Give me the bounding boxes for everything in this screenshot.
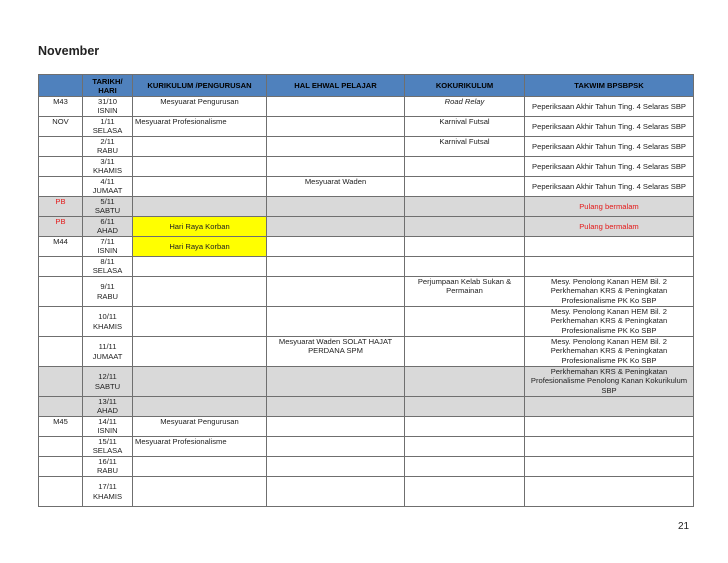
week-cell <box>39 367 83 397</box>
date-cell: 3/11 KHAMIS <box>83 157 133 177</box>
takwim-cell: Peperiksaan Akhir Tahun Ting. 4 Selaras SBP <box>525 117 694 137</box>
table-row <box>39 157 694 177</box>
header-date-day: TARIKH/ HARI <box>83 75 133 97</box>
november-calendar-table <box>38 74 694 507</box>
hep-cell <box>267 277 405 307</box>
table-row <box>39 277 694 307</box>
koko-cell <box>405 197 525 217</box>
takwim-cell: Mesy. Penolong Kanan HEM Bil. 2 Perkhemahan KRS & Peningkatan Profesionalisme PK Ko SBP <box>525 307 694 337</box>
date-cell: 9/11 RABU <box>83 277 133 307</box>
table-row <box>39 117 694 137</box>
week-cell <box>39 477 83 507</box>
koko-cell <box>405 367 525 397</box>
koko-cell: Road Relay <box>405 97 525 117</box>
date-cell: 6/11 AHAD <box>83 217 133 237</box>
takwim-cell <box>525 397 694 417</box>
date-cell: 17/11 KHAMIS <box>83 477 133 507</box>
takwim-cell: Peperiksaan Akhir Tahun Ting. 4 Selaras SBP <box>525 177 694 197</box>
week-cell: NOV <box>39 117 83 137</box>
week-cell <box>39 137 83 157</box>
koko-cell <box>405 257 525 277</box>
hep-cell <box>267 257 405 277</box>
takwim-cell <box>525 437 694 457</box>
date-cell: 14/11 ISNIN <box>83 417 133 437</box>
table-row <box>39 337 694 367</box>
hep-cell <box>267 417 405 437</box>
header-kokurikulum: KOKURIKULUM <box>405 75 525 97</box>
table-row <box>39 97 694 117</box>
koko-cell <box>405 217 525 237</box>
takwim-cell <box>525 477 694 507</box>
koko-cell <box>405 437 525 457</box>
table-row <box>39 177 694 197</box>
header-week <box>39 75 83 97</box>
hep-cell <box>267 157 405 177</box>
koko-cell <box>405 337 525 367</box>
kurikulum-cell <box>133 337 267 367</box>
kurikulum-cell <box>133 177 267 197</box>
week-cell: M45 <box>39 417 83 437</box>
kurikulum-cell <box>133 157 267 177</box>
kurikulum-cell <box>133 477 267 507</box>
takwim-cell <box>525 257 694 277</box>
table-row <box>39 367 694 397</box>
kurikulum-cell <box>133 457 267 477</box>
takwim-cell <box>525 237 694 257</box>
hep-cell: Mesyuarat Waden SOLAT HAJAT PERDANA SPM <box>267 337 405 367</box>
date-cell: 13/11 AHAD <box>83 397 133 417</box>
date-cell: 4/11 JUMAAT <box>83 177 133 197</box>
week-cell <box>39 277 83 307</box>
takwim-cell: Pulang bermalam <box>525 217 694 237</box>
kurikulum-cell: Mesyuarat Profesionalisme <box>133 117 267 137</box>
week-cell <box>39 437 83 457</box>
week-cell <box>39 397 83 417</box>
table-row <box>39 197 694 217</box>
date-cell: 16/11 RABU <box>83 457 133 477</box>
hep-cell <box>267 367 405 397</box>
koko-cell: Karnival Futsal <box>405 117 525 137</box>
table-row <box>39 237 694 257</box>
takwim-cell: Peperiksaan Akhir Tahun Ting. 4 Selaras SBP <box>525 157 694 177</box>
kurikulum-cell <box>133 257 267 277</box>
hep-cell <box>267 457 405 477</box>
table-header-row <box>39 75 694 97</box>
table-row <box>39 457 694 477</box>
table-row <box>39 477 694 507</box>
hep-cell <box>267 97 405 117</box>
kurikulum-cell <box>133 367 267 397</box>
takwim-cell: Pulang bermalam <box>525 197 694 217</box>
week-cell <box>39 157 83 177</box>
hep-cell <box>267 437 405 457</box>
table-row <box>39 257 694 277</box>
takwim-cell <box>525 457 694 477</box>
hep-cell: Mesyuarat Waden <box>267 177 405 197</box>
takwim-cell: Peperiksaan Akhir Tahun Ting. 4 Selaras SBP <box>525 97 694 117</box>
table-row <box>39 217 694 237</box>
kurikulum-cell <box>133 397 267 417</box>
koko-cell <box>405 397 525 417</box>
koko-cell <box>405 237 525 257</box>
header-takwim: TAKWIM BPSBPSK <box>525 75 694 97</box>
week-cell <box>39 307 83 337</box>
koko-cell <box>405 177 525 197</box>
date-cell: 2/11 RABU <box>83 137 133 157</box>
table-row <box>39 397 694 417</box>
kurikulum-cell: Hari Raya Korban <box>133 237 267 257</box>
hep-cell <box>267 137 405 157</box>
hep-cell <box>267 477 405 507</box>
kurikulum-cell: Hari Raya Korban <box>133 217 267 237</box>
takwim-cell: Perkhemahan KRS & Peningkatan Profesionalisme Penolong Kanan Kokurikulum SBP <box>525 367 694 397</box>
takwim-cell <box>525 417 694 437</box>
table-row <box>39 137 694 157</box>
koko-cell <box>405 477 525 507</box>
date-cell: 1/11 SELASA <box>83 117 133 137</box>
hep-cell <box>267 217 405 237</box>
week-cell: PB <box>39 217 83 237</box>
week-cell: M44 <box>39 237 83 257</box>
date-cell: 7/11 ISNIN <box>83 237 133 257</box>
koko-cell <box>405 417 525 437</box>
takwim-cell: Mesy. Penolong Kanan HEM Bil. 2 Perkhemahan KRS & Peningkatan Profesionalisme PK Ko SBP <box>525 277 694 307</box>
takwim-cell: Mesy. Penolong Kanan HEM Bil. 2 Perkhemahan KRS & Peningkatan Profesionalisme PK Ko SBP <box>525 337 694 367</box>
week-cell: PB <box>39 197 83 217</box>
hep-cell <box>267 307 405 337</box>
date-cell: 10/11 KHAMIS <box>83 307 133 337</box>
koko-cell <box>405 457 525 477</box>
hep-cell <box>267 397 405 417</box>
koko-cell <box>405 307 525 337</box>
week-cell: M43 <box>39 97 83 117</box>
takwim-cell: Peperiksaan Akhir Tahun Ting. 4 Selaras SBP <box>525 137 694 157</box>
kurikulum-cell <box>133 277 267 307</box>
page-number: 21 <box>678 521 690 532</box>
header-hep: HAL EHWAL PELAJAR <box>267 75 405 97</box>
kurikulum-cell <box>133 197 267 217</box>
date-cell: 8/11 SELASA <box>83 257 133 277</box>
date-cell: 15/11 SELASA <box>83 437 133 457</box>
kurikulum-cell <box>133 307 267 337</box>
koko-cell: Karnival Futsal <box>405 137 525 157</box>
header-kurikulum: KURIKULUM /PENGURUSAN <box>133 75 267 97</box>
table-row <box>39 437 694 457</box>
week-cell <box>39 337 83 367</box>
koko-cell <box>405 157 525 177</box>
kurikulum-cell: Mesyuarat Pengurusan <box>133 417 267 437</box>
table-row <box>39 417 694 437</box>
koko-cell: Perjumpaan Kelab Sukan & Permainan <box>405 277 525 307</box>
date-cell: 31/10 ISNIN <box>83 97 133 117</box>
kurikulum-cell: Mesyuarat Profesionalisme <box>133 437 267 457</box>
hep-cell <box>267 197 405 217</box>
week-cell <box>39 457 83 477</box>
table-row <box>39 307 694 337</box>
page-title: November <box>38 44 100 58</box>
date-cell: 11/11 JUMAAT <box>83 337 133 367</box>
hep-cell <box>267 117 405 137</box>
kurikulum-cell: Mesyuarat Pengurusan <box>133 97 267 117</box>
kurikulum-cell <box>133 137 267 157</box>
date-cell: 5/11 SABTU <box>83 197 133 217</box>
date-cell: 12/11 SABTU <box>83 367 133 397</box>
week-cell <box>39 257 83 277</box>
hep-cell <box>267 237 405 257</box>
week-cell <box>39 177 83 197</box>
